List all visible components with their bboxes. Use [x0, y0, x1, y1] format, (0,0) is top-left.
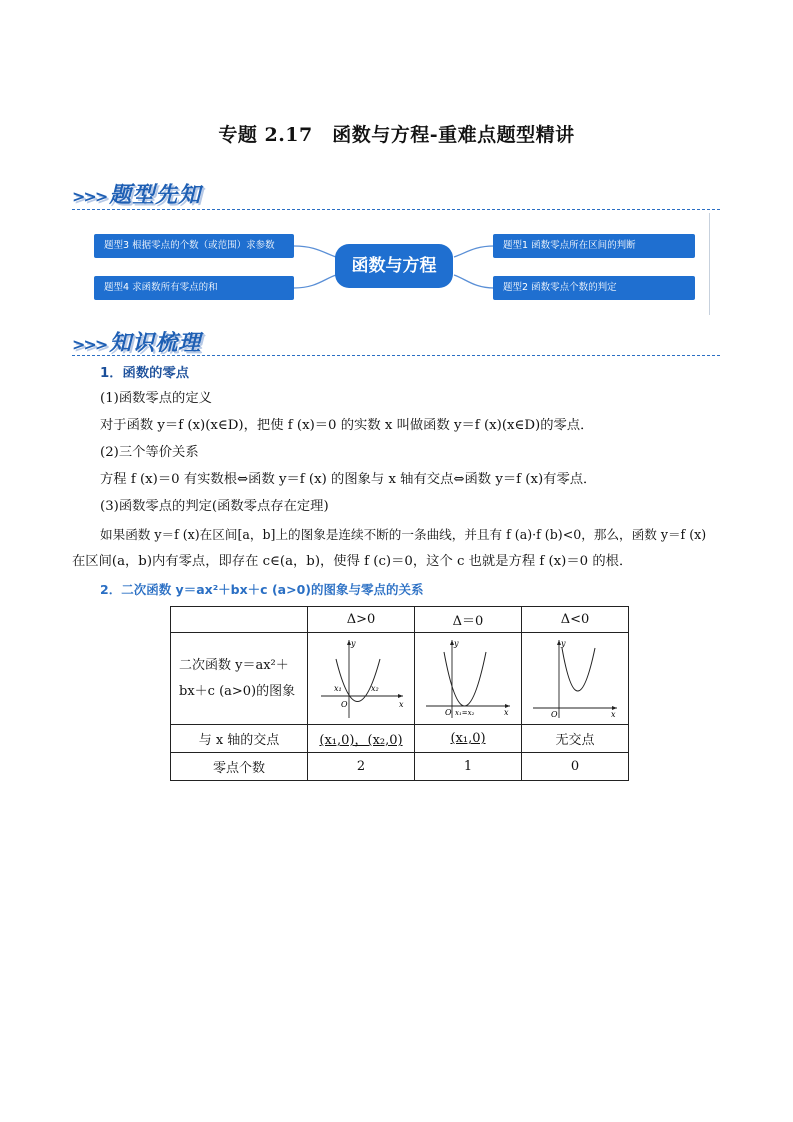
table-header: Δ＝0	[415, 607, 522, 633]
subheading: (2)三个等价关系	[100, 445, 199, 460]
graph-cell	[522, 633, 629, 725]
x-axis-label: x	[399, 699, 404, 709]
table-cell: 2	[308, 753, 415, 781]
table-cell-label	[171, 633, 308, 725]
table-cell: (x₁,0)	[415, 725, 522, 753]
arrows-icon: >>>	[72, 335, 107, 354]
root-label: x₂	[371, 683, 379, 693]
divider	[72, 355, 720, 356]
table-header: Δ<0	[522, 607, 629, 633]
table-cell: 无交点	[522, 725, 629, 753]
root-label: x₁=x₂	[455, 708, 475, 717]
row-label-line: 二次函数 y＝ax²＋	[179, 657, 289, 673]
table-cell: 1	[415, 753, 522, 781]
x-axis-label: x	[611, 709, 616, 719]
mind-map-node-type2: 题型2 函数零点个数的判定	[493, 276, 695, 300]
mind-map-node-type4: 题型4 求函数所有零点的和	[94, 276, 294, 300]
parabola-one-root-graph	[418, 634, 518, 720]
parabola-two-roots-graph	[311, 634, 411, 720]
table-cell-label: 与 x 轴的交点	[171, 725, 308, 753]
y-axis-label: y	[561, 638, 566, 648]
row-label-line: bx＋c (a>0)的图象	[179, 683, 296, 699]
y-axis-label: y	[351, 638, 356, 648]
table-header: Δ>0	[308, 607, 415, 633]
y-axis-label: y	[454, 638, 459, 648]
page-title: 专题 2.17 函数与方程-重难点题型精讲	[218, 124, 575, 146]
mind-map-node-type1: 题型1 函数零点所在区间的判断	[493, 234, 695, 258]
subheading: (1)函数零点的定义	[100, 391, 212, 406]
table-cell: (x₁,0)，(x₂,0)	[308, 725, 415, 753]
divider	[72, 209, 720, 210]
banner-label: 题型先知	[109, 183, 202, 208]
root-label: x₁	[334, 683, 342, 693]
quadratic-zero-table	[170, 606, 629, 781]
section-heading: 2．二次函数 y＝ax²＋bx＋c (a>0)的图象与零点的关系	[100, 582, 424, 597]
table-header	[171, 607, 308, 633]
arrows-icon: >>>	[72, 187, 107, 206]
section-banner-knowledge	[72, 326, 201, 357]
paragraph: 如果函数 y＝f (x)在区间[a，b]上的图象是连续不断的一条曲线，并且有 f (a)·f (b)<0，那么，函数 y＝f (x)	[100, 527, 707, 542]
graph-cell	[308, 633, 415, 725]
mind-map	[86, 213, 710, 315]
table-cell-label: 零点个数	[171, 753, 308, 781]
table-cell: 0	[522, 753, 629, 781]
mind-map-node-type3: 题型3 根据零点的个数（或范围）求参数	[94, 234, 294, 258]
banner-label: 知识梳理	[109, 331, 202, 356]
x-axis-label: x	[504, 707, 509, 717]
mind-map-center: 函数与方程	[335, 244, 453, 288]
graph-cell	[415, 633, 522, 725]
subheading: (3)函数零点的判定(函数零点存在定理)	[100, 499, 329, 514]
parabola-no-root-graph	[525, 634, 625, 720]
origin-label: O	[551, 709, 558, 719]
origin-label: O	[341, 699, 348, 709]
section-banner-question-types	[72, 178, 201, 209]
paragraph: 在区间(a，b)内有零点，即存在 c∈(a，b)，使得 f (c)＝0，这个 c 也就是方程 f (x)＝0 的根．	[72, 554, 633, 569]
section-heading: 1．函数的零点	[100, 366, 190, 381]
origin-label: O	[445, 707, 452, 717]
paragraph: 对于函数 y＝f (x)(x∈D)，把使 f (x)＝0 的实数 x 叫做函数 y＝f (x)(x∈D)的零点．	[100, 418, 594, 433]
paragraph: 方程 f (x)＝0 有实数根⇔函数 y＝f (x) 的图象与 x 轴有交点⇔函数 y＝f (x)有零点．	[100, 472, 597, 487]
